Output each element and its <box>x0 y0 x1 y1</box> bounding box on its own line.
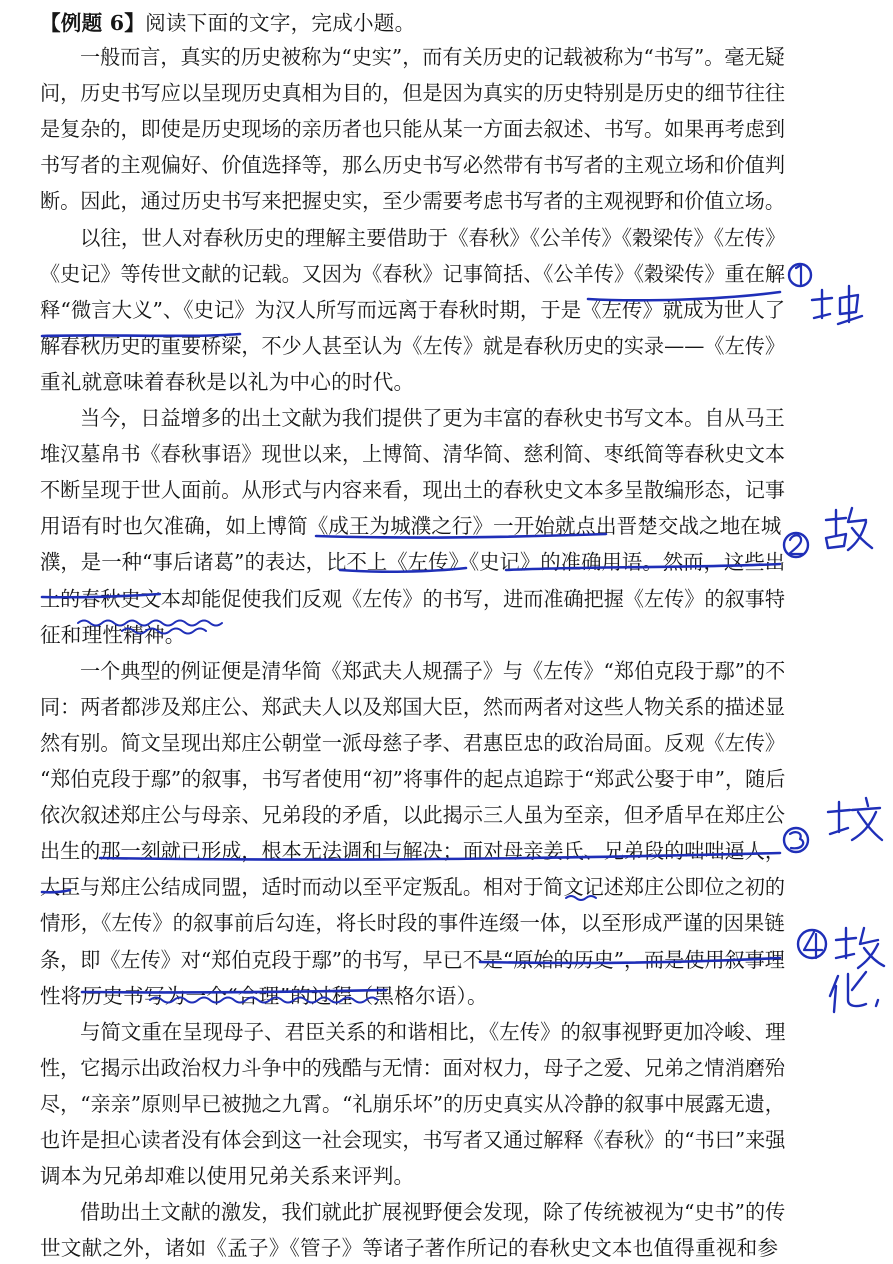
passage-line: 出生的那一刻就已形成，根本无法调和与解决；面对母亲姜氏、兄弟段的咄咄逼人， <box>40 839 785 863</box>
annotation-digit-4 <box>804 932 822 958</box>
annotation-guhua-char-hua <box>830 972 866 1012</box>
passage-line: 借助出土文献的激发，我们就此扩展视野便会发现，除了传统被视为“史书”的传 <box>80 1200 786 1224</box>
annotation-digit-2 <box>789 535 803 554</box>
annotation-guwen-char-gu <box>828 802 850 834</box>
annotation-comma-mark <box>876 1000 878 1006</box>
exercise-instruction: 阅读下面的文字，完成小题。 <box>145 11 416 35</box>
annotation-guhua-char-gu <box>836 928 856 958</box>
annotation-guhua-char-gu-right <box>858 928 884 968</box>
passage-line: 《史记》等传世文献的记载。又因为《春秋》记事简括、《公羊传》《穀梁传》重在解 <box>40 262 785 286</box>
passage-line: 性将历史书写为一个“合理”的过程（黑格尔语）。 <box>40 984 488 1008</box>
passage-line: 堆汉墓帛书《春秋事语》现世以来，上博简、清华简、慈利简、枣纸简等春秋史文本 <box>40 442 785 466</box>
annotation-digit-3 <box>790 832 803 848</box>
exercise-label: 【例题 6】 <box>40 11 146 35</box>
passage-line: 调本为兄弟却难以使用兄弟关系来评判。 <box>40 1164 415 1188</box>
passage-line: 一般而言，真实的历史被称为“史实”，而有关历史的记载被称为“书写”。毫无疑 <box>80 45 785 69</box>
passage-line: 同：两者都涉及郑庄公、郑武夫人以及郑国大臣，然而两者对这些人物关系的描述显 <box>40 695 785 719</box>
passage-line: 不断呈现于世人面前。从形式与内容来看，现出土的春秋史文本多呈散编形态，记事 <box>40 478 785 502</box>
passage-line: 条，即《左传》对“郑伯克段于鄢”的书写，早已不是“原始的历史”，而是使用叙事理 <box>40 948 785 972</box>
passage-line: 以往，世人对春秋历史的理解主要借助于《春秋》《公羊传》《穀梁传》《左传》 <box>80 226 786 250</box>
passage-line: 依次叙述郑庄公与母亲、兄弟段的矛盾，以此揭示三人虽为至亲，但矛盾早在郑庄公 <box>40 803 785 827</box>
passage-line: “郑伯克段于鄢”的叙事，书写者使用“初”将事件的起点追踪于“郑武公娶于申”，随后 <box>40 767 786 791</box>
exercise-header <box>40 9 785 39</box>
annotation-gu-right <box>848 508 872 550</box>
annotation-circle-3 <box>784 828 808 852</box>
passage-line: 是复杂的，即使是历史现场的亲历者也只能从某一方面去叙述、书写。如果再考虑到 <box>40 117 785 141</box>
passage-line: 性，它揭示出政治权力斗争中的残酷与无情：面对权力，母子之爱、兄弟之情消磨殆 <box>40 1056 785 1080</box>
passage-line: 释“微言大义”、《史记》为汉人所写而远离于春秋时期，于是《左传》就成为世人了 <box>40 298 786 322</box>
passage-line: 征和理性精神。 <box>40 623 186 647</box>
annotation-circle-2 <box>784 533 808 557</box>
passage-line: 用语有时也欠准确，如上博简《成王为城濮之行》一开始就点出晋楚交战之地在城 <box>40 514 782 538</box>
passage-line: 濮，是一种“事后诸葛”的表达，比不上《左传》《史记》的准确用语。然而，这些出 <box>40 550 786 574</box>
passage-line: 也许是担心读者没有体会到这一社会现实，书写者又通过解释《春秋》的“书曰”来强 <box>40 1128 786 1152</box>
passage-line: 尽，“亲亲”原则早已被抛之九霄。“礼崩乐坏”的历史真实从冷静的叙事中展露无遗， <box>40 1092 785 1116</box>
passage-line: 问，历史书写应以呈现历史真相为目的，但是因为真实的历史特别是历史的细节往往 <box>40 81 785 105</box>
passage-line: 当今，日益增多的出土文献为我们提供了更为丰富的春秋史书写文本。自从马王 <box>80 406 785 430</box>
annotation-gushi-char-shi <box>838 286 862 324</box>
passage-line: 土的春秋史文本却能促使我们反观《左传》的书写，进而准确把握《左传》的叙事特 <box>40 587 785 611</box>
annotation-gushi-char-gu <box>812 290 832 318</box>
annotation-circle-4 <box>798 930 826 958</box>
passage-line: 情形，《左传》的叙事前后勾连，将长时段的事件连缀一体，以至形成严谨的因果链 <box>40 911 785 935</box>
passage-line: 与简文重在呈现母子、君臣关系的和谐相比，《左传》的叙事视野更加冷峻、理 <box>80 1020 786 1044</box>
annotation-digit-1 <box>796 265 801 284</box>
passage-line: 大臣与郑庄公结成同盟，适时而动以至平定叛乱。相对于简文记述郑庄公即位之初的 <box>40 875 785 899</box>
annotation-gu-left <box>826 510 846 548</box>
passage-line: 书写者的主观偏好、价值选择等，那么历史书写必然带有书写者的主观立场和价值判 <box>40 153 785 177</box>
annotation-guwen-char-wen <box>852 798 882 840</box>
passage-line: 然有别。简文呈现出郑庄公朝堂一派母慈子孝、君惠臣忠的政治局面。反观《左传》 <box>40 731 785 755</box>
annotation-circle-1 <box>789 264 811 286</box>
passage-line: 一个典型的例证便是清华简《郑武夫人规孺子》与《左传》“郑伯克段于鄢”的不 <box>80 659 786 683</box>
passage-line: 断。因此，通过历史书写来把握史实，至少需要考虑书写者的主观视野和价值立场。 <box>40 189 785 213</box>
passage-line: 重礼就意味着春秋是以礼为中心的时代。 <box>40 370 415 394</box>
passage-line: 世文献之外，诸如《孟子》《管子》等诸子著作所记的春秋史文本也值得重视和参 <box>40 1236 779 1260</box>
passage-line: 解春秋历史的重要桥梁，不少人甚至认为《左传》就是春秋历史的实录——《左传》 <box>40 334 785 358</box>
